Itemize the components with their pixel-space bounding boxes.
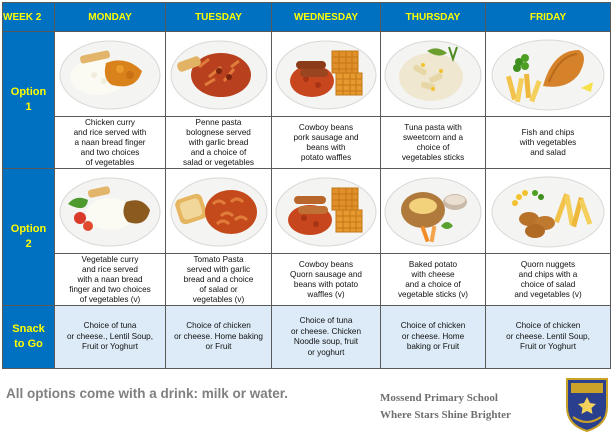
snack-item: Choice of tuna or cheese., Lentil Soup, Fruit or Yoghurt	[55, 306, 166, 369]
day-header-monday: MONDAY	[55, 3, 166, 32]
school-name: Mossend Primary School	[380, 392, 498, 404]
dish-image-nuggets-chips	[486, 169, 611, 254]
drink-note: All options come with a drink: milk or water.	[6, 386, 289, 401]
menu-item-description: Baked potato with cheese and a choice of vegetable sticks (v)	[381, 254, 486, 306]
day-header-tuesday: TUESDAY	[166, 3, 272, 32]
menu-item-description: Quorn nuggets and chips with a choice of salad and vegetables (v)	[486, 254, 611, 306]
snack-label: Snack to Go	[3, 306, 55, 369]
option-1-description-row	[3, 117, 611, 169]
dish-image-quorn-waffles	[272, 169, 381, 254]
snack-item: Choice of chicken or cheese. Home baking or Fruit	[166, 306, 272, 369]
dish-image-curry-rice	[55, 32, 166, 117]
menu-item-description: Fish and chips with vegetables and salad	[486, 117, 611, 169]
week-label: WEEK 2	[3, 3, 55, 32]
menu-item-description: Penne pasta bolognese served with garlic bread and a choice of salad or vegetables	[166, 117, 272, 169]
day-header-wednesday: WEDNESDAY	[272, 3, 381, 32]
school-motto: Where Stars Shine Brighter	[380, 409, 511, 421]
dish-image-veg-curry	[55, 169, 166, 254]
school-block	[380, 390, 555, 424]
menu-item-description: Tuna pasta with sweetcorn and a choice of vegetables sticks	[381, 117, 486, 169]
menu-item-description: Chicken curry and rice served with a naan bread finger and two choices of vegetables	[55, 117, 166, 169]
snack-item: Choice of chicken or cheese. Lentil Soup, Fruit or Yoghurt	[486, 306, 611, 369]
snack-item: Choice of chicken or cheese. Home baking or Fruit	[381, 306, 486, 369]
dish-image-pasta-bolognese	[166, 32, 272, 117]
menu-item-description: Vegetable curry and rice served with a naan bread finger and two choices of vegetables (v)	[55, 254, 166, 306]
menu-item-description: Cowboy beans Quorn sausage and beans with potato waffles (v)	[272, 254, 381, 306]
dish-image-fish-chips	[486, 32, 611, 117]
day-header-thursday: THURSDAY	[381, 3, 486, 32]
menu-item-description: Cowboy beans pork sausage and beans with potato waffles	[272, 117, 381, 169]
snack-row	[3, 306, 611, 369]
option-1-label: Option 1	[3, 32, 55, 169]
option-2-description-row	[3, 254, 611, 306]
header-row	[3, 3, 611, 32]
weekly-menu-table	[2, 2, 611, 369]
dish-image-baked-potato	[381, 169, 486, 254]
school-crest-icon	[565, 377, 609, 433]
dish-image-tomato-pasta	[166, 169, 272, 254]
day-header-friday: FRIDAY	[486, 3, 611, 32]
option-1-picture-row	[3, 32, 611, 117]
option-2-picture-row	[3, 169, 611, 254]
menu-item-description: Tomato Pasta served with garlic bread and a choice of salad or vegetables (v)	[166, 254, 272, 306]
option-2-label: Option 2	[3, 169, 55, 306]
dish-image-sausage-waffles	[272, 32, 381, 117]
dish-image-tuna-pasta	[381, 32, 486, 117]
snack-item: Choice of tuna or cheese. Chicken Noodle soup, fruit or yoghurt	[272, 306, 381, 369]
